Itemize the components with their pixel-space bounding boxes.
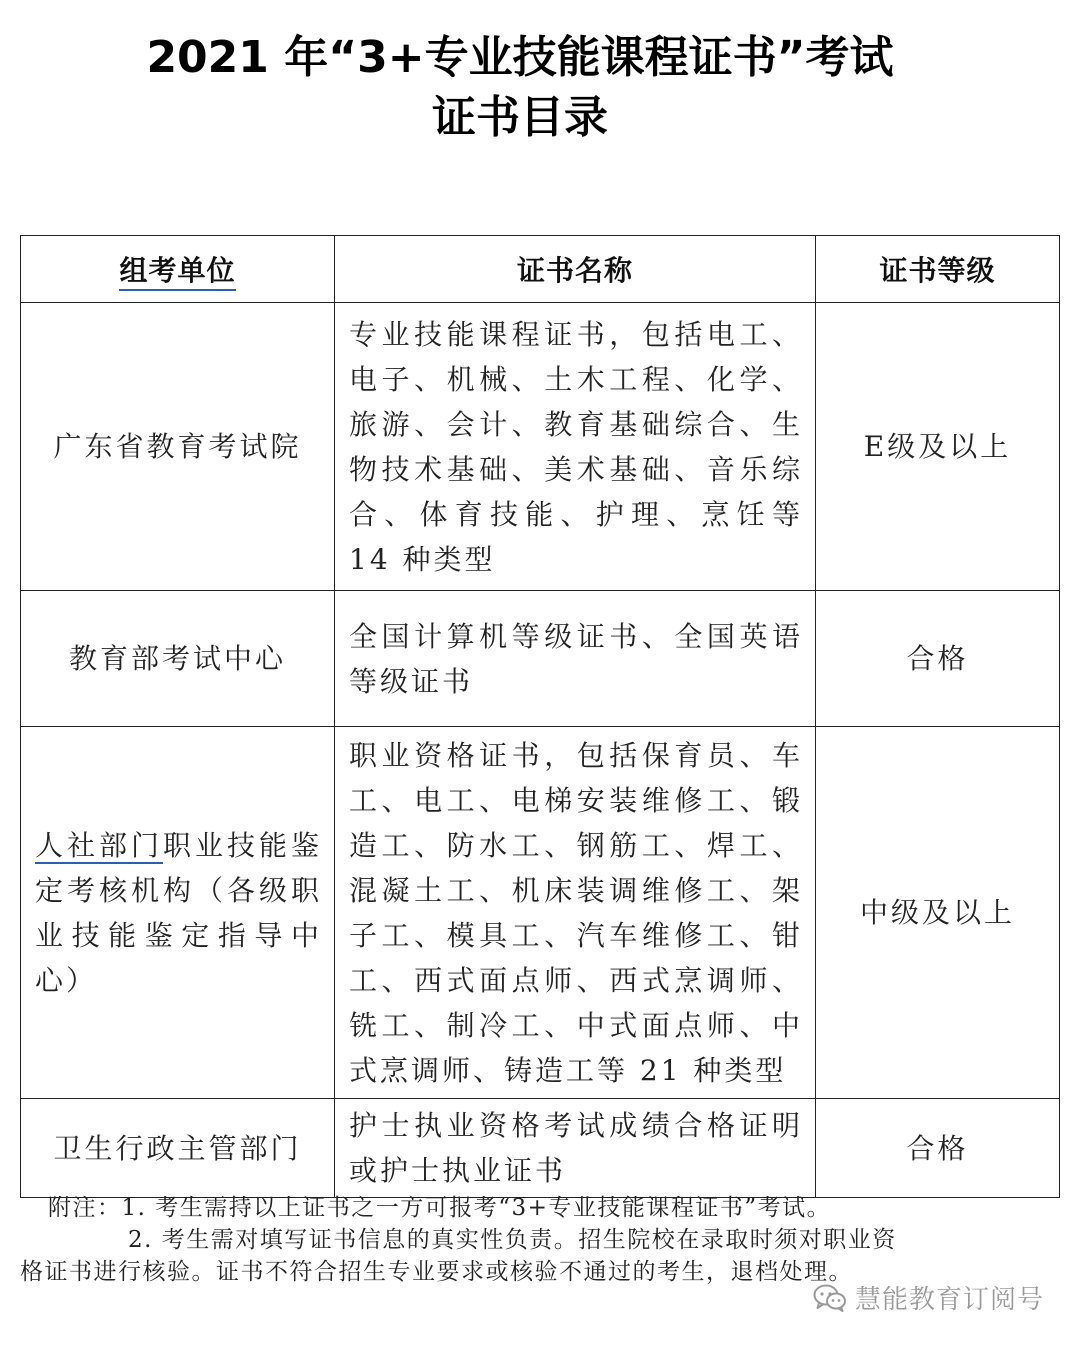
document-title [0, 28, 1040, 148]
row-certificate-level: 中级及以上 [816, 727, 1060, 1099]
certificate-table [20, 235, 1060, 1198]
row-certificate-level: 合格 [816, 1099, 1060, 1198]
header-certificate-level: 证书等级 [816, 236, 1060, 303]
row-certificate-name: 职业资格证书，包括保育员、车工、电工、电梯安装维修工、锻造工、防水工、钢筋工、焊工、混凝土工、机床装调维修工、架子工、模具工、汽车维修工、钳工、西式面点师、西式烹调师、铣工、制冷工、中式面点师、中式烹调师、铸造工等 21 种类型 [335, 727, 816, 1099]
row-certificate-name: 全国计算机等级证书、全国英语等级证书 [335, 591, 816, 727]
row-organizer: 教育部考试中心 [21, 591, 335, 727]
watermark [813, 1279, 1044, 1316]
organizer-rest: 职业技能鉴定考核机构（各级职业技能鉴定指导中心） [35, 828, 322, 997]
title-line-2: 证书目录 [432, 92, 608, 143]
footnote-line-3: 格证书进行核验。证书不符合招生专业要求或核验不通过的考生，退档处理。 [20, 1259, 853, 1285]
row-certificate-name: 护士执业资格考试成绩合格证明或护士执业证书 [335, 1099, 816, 1198]
row-certificate-name: 专业技能课程证书，包括电工、电子、机械、土木工程、化学、旅游、会计、教育基础综合、生物技术基础、美术基础、音乐综合、体育技能、护理、烹饪等 14 种类型 [335, 303, 816, 591]
table-header-row [21, 236, 1060, 303]
footnotes [20, 1192, 1060, 1288]
table-row [21, 1099, 1060, 1198]
row-organizer: 广东省教育考试院 [21, 303, 335, 591]
footnote-line-1: 附注：1. 考生需持以上证书之一方可报考“3+专业技能课程证书”考试。 [48, 1195, 832, 1221]
row-certificate-level: E级及以上 [816, 303, 1060, 591]
header-organizer: 组考单位 [21, 236, 335, 303]
row-organizer: 卫生行政主管部门 [21, 1099, 335, 1198]
row-organizer [21, 727, 335, 1099]
table-row [21, 303, 1060, 591]
row-certificate-level: 合格 [816, 591, 1060, 727]
table-row [21, 591, 1060, 727]
organizer-prefix-underlined: 人社部门 [35, 828, 163, 862]
watermark-text: 慧能教育订阅号 [854, 1285, 1044, 1315]
wechat-icon [813, 1284, 847, 1312]
title-line-1: 2021 年“3+专业技能课程证书”考试 [146, 32, 894, 83]
table-row [21, 727, 1060, 1099]
footnote-line-2: 2. 考生需对填写证书信息的真实性负责。招生院校在录取时须对职业资 [128, 1227, 897, 1253]
header-certificate-name: 证书名称 [335, 236, 816, 303]
